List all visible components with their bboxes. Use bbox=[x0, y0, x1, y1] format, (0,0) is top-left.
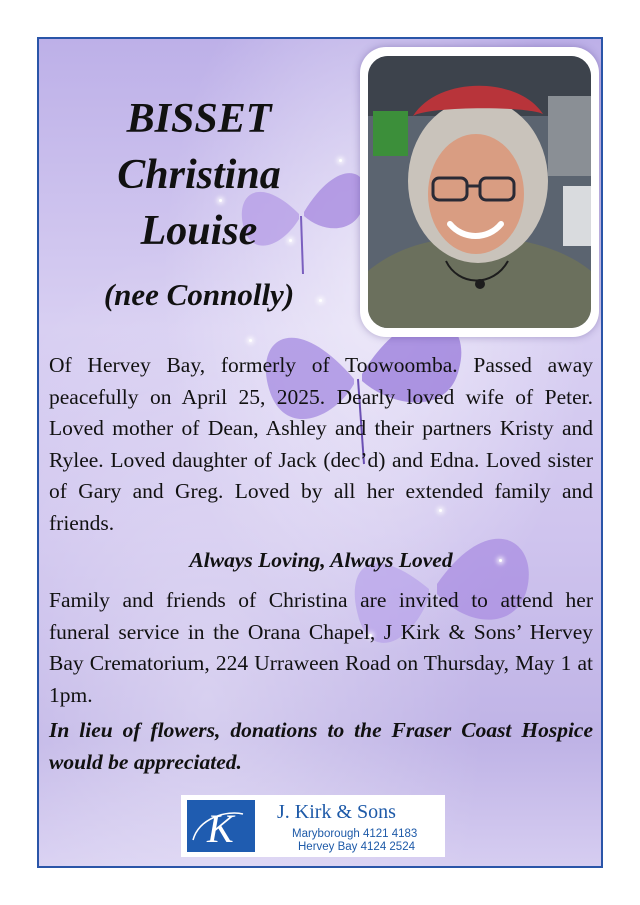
funeral-director-logo bbox=[181, 795, 445, 857]
middle-name-heading: Louise bbox=[140, 208, 258, 254]
portrait-illustration bbox=[368, 56, 591, 328]
first-name-heading: Christina bbox=[117, 152, 281, 198]
surname-heading: BISSET bbox=[126, 96, 272, 142]
logo-phone-hervey-bay: Hervey Bay 4124 2524 bbox=[298, 841, 415, 853]
notice-paragraph-1: Of Hervey Bay, formerly of Toowoomba. Passed away peacefully on April 25, 2025. Dearly loved wife of Peter. Loved mother of Dean, Ashley and their partners Kristy and Rylee. Loved daughter of Jack (dec’d) and Edna. Loved sister of Gary and Greg. Loved by all her extended family and friends. bbox=[49, 353, 593, 535]
logo-phone-maryborough: Maryborough 4121 4183 bbox=[292, 828, 418, 840]
portrait-photo bbox=[368, 56, 591, 328]
notice-paragraph-2: Family and friends of Christina are invited to attend her funeral service in the Orana Chapel, J Kirk & Sons’ Hervey Bay Crematorium, 224 Urraween Road on Thursday, May 1 at 1pm. bbox=[49, 588, 593, 707]
sparkle bbox=[249, 339, 252, 342]
notice-motto: Always Loving, Always Loved bbox=[189, 548, 453, 572]
logo-monogram bbox=[187, 800, 255, 852]
portrait-photo-frame bbox=[360, 47, 599, 337]
logo-monogram-letter: K bbox=[207, 806, 234, 851]
funeral-notice-card bbox=[37, 37, 603, 868]
logo-title: J. Kirk & Sons bbox=[277, 801, 396, 823]
sparkle bbox=[219, 199, 222, 202]
maiden-name-heading: (nee Connolly) bbox=[103, 277, 295, 312]
notice-paragraph-3: In lieu of flowers, donations to the Fraser Coast Hospice would be appreciated. bbox=[49, 718, 593, 774]
